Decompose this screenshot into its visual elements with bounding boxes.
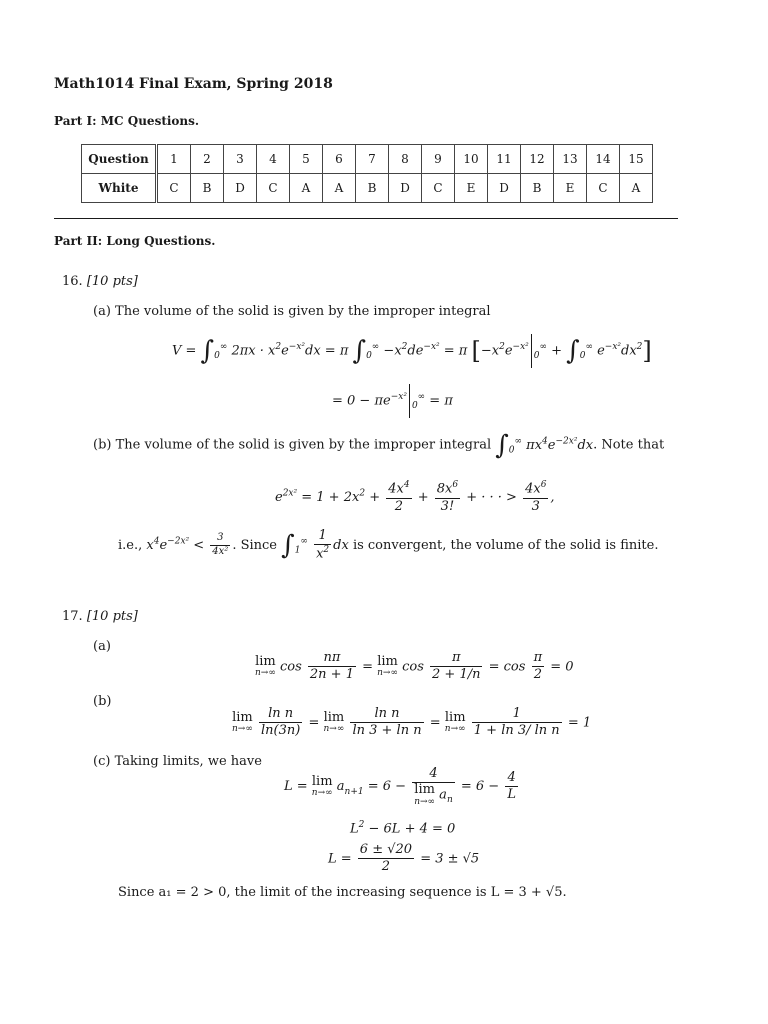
answer-cell: C	[157, 174, 191, 203]
question-number: 8	[389, 145, 422, 174]
question-number: 6	[323, 145, 356, 174]
q16b-line: (b) The volume of the solid is given by the improper integral $\int_0^\infty$ $\pi x^4e^{-2x^2}dx$. Note that	[93, 430, 665, 460]
q16b-label: (b)	[93, 437, 112, 453]
q17c-line	[93, 754, 262, 769]
q16b-equation: $e^{2x^2} = 1 + 2x^2$ + $\frac{4x^4}{2}$ + $\frac{8x^6}{3!}$ + · · · > $\frac{4x^6}{3}$ ,	[275, 480, 555, 514]
part1-heading: Part I: MC Questions.	[54, 114, 200, 128]
q17c-label: (c)	[93, 754, 111, 769]
question-number: 15	[620, 145, 653, 174]
q17-points: [10 pts]	[86, 609, 138, 624]
q17c-conclusion: Since a₁ = 2 > 0, the limit of the increasing sequence is L = 3 + √5.	[118, 885, 567, 900]
q16a-text: The volume of the solid is given by the improper integral	[115, 304, 491, 319]
ie-text: i.e.,	[118, 537, 143, 553]
q16a-line	[93, 304, 491, 319]
q17c-equation-2: $L^2 - 6L + 4 = 0$	[350, 820, 456, 837]
q17c-equation-1: L = lim n→∞ $a_{n+1} = 6$ − 4 lim n→∞ $a_n$ = 6 − $\frac{4}{L}$	[284, 766, 516, 807]
q17a-label: (a)	[93, 639, 111, 654]
since-text: . Since	[232, 537, 277, 553]
answer-cell: D	[224, 174, 257, 203]
question-number: 7	[356, 145, 389, 174]
answer-cell: B	[356, 174, 389, 203]
answer-cell: B	[191, 174, 224, 203]
answer-cell: C	[587, 174, 620, 203]
question-row-label: Question	[82, 145, 157, 174]
q17-number: 17.	[62, 609, 83, 624]
q17c-text: Taking limits, we have	[114, 754, 262, 769]
answer-cell: A	[620, 174, 653, 203]
answer-cell: B	[521, 174, 554, 203]
q17b-label: (b)	[93, 694, 112, 709]
q17-header	[62, 609, 138, 624]
q16b-conclusion: i.e., $x^4e^{-2x^2}$ < $\frac{3}{\text{4x²}}$ . Since $\int_1^\infty$ $\frac{1}{x^2}$ dx is convergent, the volume of the solid is finite.	[118, 528, 659, 562]
exam-title: Math1014 Final Exam, Spring 2018	[54, 76, 333, 92]
section-divider	[54, 218, 678, 219]
question-number: 4	[257, 145, 290, 174]
q17b-equation: lim n→∞ $\frac{\text{ln n}}{\ln(3n)}$ = lim n→∞ $\frac{\text{ln n}}{\text{ln 3 + ln n}}$ = lim n→∞ $\frac{1}{\text{1 + ln 3/ ln n}}$ = 1	[232, 706, 592, 739]
q16-number: 16.	[62, 274, 83, 289]
answer-cell: E	[554, 174, 587, 203]
q17a-equation: lim n→∞ cos $\frac{n\pi}{2n + 1}$ = lim n→∞ cos $\frac{\pi}{2 + 1/n}$ = cos $\frac{\pi}{2}$ = 0	[255, 650, 574, 683]
question-number: 9	[422, 145, 455, 174]
question-number: 1	[157, 145, 191, 174]
q16-header	[62, 274, 138, 289]
q16a-equation-1: $V = \int_0^\infty$ $2\pi x \cdot x^2e^{-x^2}dx = \pi$ $\int_0^\infty -x^2de^{-x^2} = \pi$ [$-x^2e^{-x^2}_0^\infty + \int_0^\infty$ $e^{-x^2}dx^2$]	[172, 336, 652, 366]
answer-cell: A	[290, 174, 323, 203]
part2-heading: Part II: Long Questions.	[54, 234, 216, 248]
answer-cell: E	[455, 174, 488, 203]
answer-cell: D	[488, 174, 521, 203]
answer-cell: C	[257, 174, 290, 203]
question-number: 3	[224, 145, 257, 174]
q16b-text: The volume of the solid is given by the improper integral	[115, 437, 492, 453]
q17c-equation-3: L = $\frac{6 \pm √20}{2}$ = 3 ± √5	[328, 842, 480, 875]
answer-cell: A	[323, 174, 356, 203]
mc-answer-table	[81, 144, 653, 203]
convergent-text: is convergent, the volume of the solid is finite.	[352, 537, 659, 553]
table-row	[82, 174, 653, 203]
answer-cell: D	[389, 174, 422, 203]
question-number: 5	[290, 145, 323, 174]
question-number: 11	[488, 145, 521, 174]
q16a-label: (a)	[93, 304, 111, 319]
question-number: 12	[521, 145, 554, 174]
question-number: 13	[554, 145, 587, 174]
q16b-note: . Note that	[593, 437, 665, 453]
table-row	[82, 145, 653, 174]
question-number: 2	[191, 145, 224, 174]
answer-row-label: White	[82, 174, 157, 203]
question-number: 14	[587, 145, 620, 174]
q16-points: [10 pts]	[86, 274, 138, 289]
answer-cell: C	[422, 174, 455, 203]
question-number: 10	[455, 145, 488, 174]
q16a-equation-2: = $0 - \pi e^{-x^2}_0^\infty = \pi$	[332, 384, 453, 418]
